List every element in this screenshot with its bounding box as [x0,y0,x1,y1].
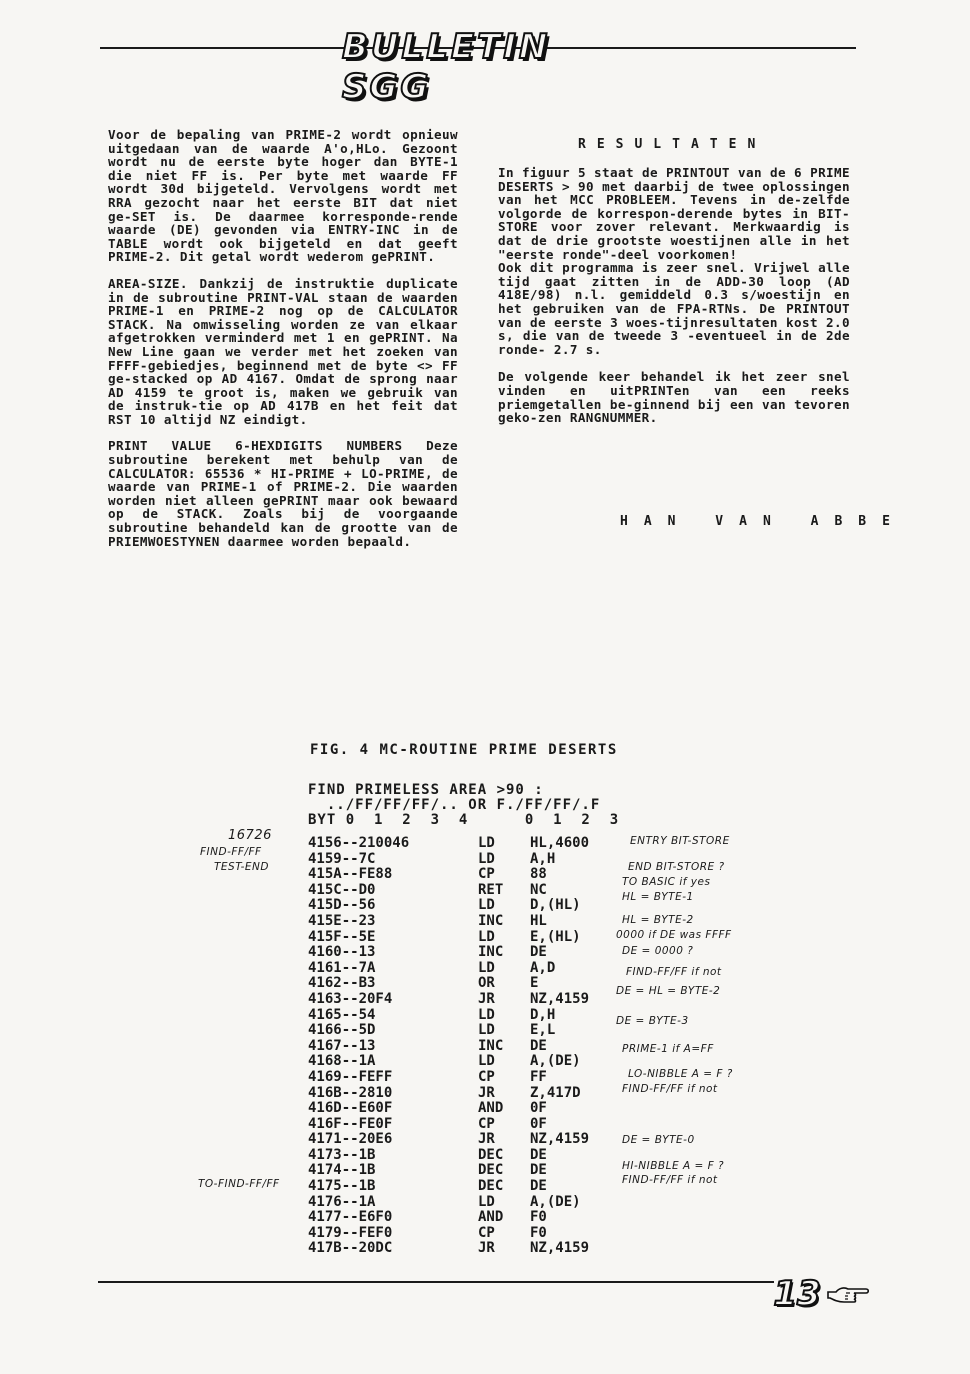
handwritten-note: HL = BYTE-1 [622,891,694,903]
left-column [108,127,466,561]
code-arg: NZ,4159 [530,1131,590,1148]
author-signature: HAN VAN ABBE [620,514,906,529]
code-line [308,1148,630,1164]
code-op: DEC [478,1178,504,1195]
code-line [308,945,630,961]
handwritten-note: FIND-FF/FF if not [626,966,722,978]
code-op: RET [478,881,504,898]
code-op: CP [478,1115,495,1132]
bottom-rule [98,1281,774,1283]
results-heading: RESULTATEN [578,137,767,152]
code-arg: Z,417D [530,1084,581,1101]
code-line [308,930,630,946]
code-arg: A,(DE) [530,1193,581,1210]
code-op: JR [478,990,495,1007]
code-op: CP [478,866,495,883]
handwritten-note: 0000 if DE was FFFF [616,929,732,941]
handwritten-note: PRIME-1 if A=FF [622,1043,714,1055]
code-arg: FF [530,1068,547,1085]
handwritten-note: FIND-FF/FF [200,846,262,858]
code-addr: 4177--E6F0 [308,1209,393,1226]
code-addr: 415A--FE88 [308,866,393,883]
handwritten-note: ENTRY BIT-STORE [630,835,730,847]
code-arg: DE [530,1146,547,1163]
code-line [308,1132,630,1148]
code-addr: 4159--7C [308,850,376,867]
code-addr: 4156--210046 [308,835,410,851]
code-arg: DE [530,944,547,961]
code-addr: 416D--E60F [308,1100,393,1117]
code-line [308,1023,630,1039]
left-paragraph: PRINT VALUE 6-HEXDIGITS NUMBERS Deze subroutine berekent met behulp van de CALCULATOR: 65536 * HI-PRIME + LO-PRIME, de waarde van PRIME-1 of PRIME-2. Die waarden worden niet alleen gePRINT maar ook bewaard op de STACK. Zoals bij de voorgaande subroutine behandeld kan de grootte van de PRIEMWOESTYNEN daarmee worden bepaald. [108,438,466,549]
code-arg: DE [530,1037,547,1054]
left-paragraph: Voor de bepaling van PRIME-2 wordt opnieuw uitgedaan van de waarde A'o,HLo. Gezoont wordt nu de eerste byte hoger dan BYTE-1 die niet FF is. Per byte met waarde FF wordt 30d bijgeteld. Vervolgens wordt met RRA gezocht naar het eerste BIT dat niet ge-SET is. De daarmee korresponde-rende waarde (DE) gevonden via ENTRY-INC in de TABLE wordt ook bijgeteld en dat geeft PRIME-2. Dit getal wordt wederom gePRINT. [108,127,466,265]
code-op: DEC [478,1146,504,1163]
handwritten-note: HI-NIBBLE A = F ? [622,1160,725,1172]
code-line [308,976,630,992]
code-addr: 4168--1A [308,1053,376,1070]
code-line [308,836,630,852]
handwritten-note: LO-NIBBLE A = F ? [628,1068,733,1080]
code-arg: F0 [530,1209,547,1226]
handwritten-note: 16726 [228,828,272,843]
code-op: LD [478,835,495,851]
right-paragraph: In figuur 5 staat de PRINTOUT van de 6 PRIME DESERTS > 90 met daarbij de twee oplossingen van het MCC PROBLEEM. Tevens in de-zelfde volgorde de korrespon-derende bytes in BIT-STORE voor zover relevant. Merkwaardig is dat de drie grootste woestijnen alle in het "eerste ronde"-deel voorkomen! Ook dit programma is zeer snel. Vrijwel alle tijd gaat zitten in de ADD-30 loop (AD 418E/98) n.l. gemiddeld 0.3 s/woestijn en het gebruiken van de FPA-RTNs. De PRINTOUT van de eerste 3 woes-tijnresultaten kost 2.0 s, die van de tweede 3 -eventueel in de 2de ronde- 2.7 s. [498,165,850,357]
code-op: INC [478,912,504,929]
code-op: OR [478,975,495,992]
code-addr: 415F--5E [308,928,376,945]
code-line [308,898,630,914]
page-number-badge [772,1272,822,1316]
code-listing [308,836,630,1257]
code-addr: 4173--1B [308,1146,376,1163]
code-line [308,867,630,883]
code-addr: 4176--1A [308,1193,376,1210]
code-line [308,1101,630,1117]
handwritten-note: DE = HL = BYTE-2 [616,985,721,997]
code-arg: NC [530,881,547,898]
code-line [308,883,630,899]
code-arg: 0F [530,1115,547,1132]
code-arg: F0 [530,1224,547,1241]
code-addr: 4161--7A [308,959,376,976]
handwritten-note: FIND-FF/FF if not [622,1174,718,1186]
code-line [308,1054,630,1070]
code-op: LD [478,1022,495,1039]
masthead-title: BULLETIN SGG [342,27,551,107]
code-line [308,1195,630,1211]
code-arg: D,H [530,1006,556,1023]
code-op: LD [478,1053,495,1070]
code-arg: HL,4600 [530,835,590,851]
handwritten-note: FIND-FF/FF if not [622,1083,718,1095]
masthead-logo [342,27,618,107]
code-addr: 415D--56 [308,897,376,914]
code-addr: 415C--D0 [308,881,376,898]
handwritten-note: DE = BYTE-0 [622,1134,695,1146]
code-addr: 4169--FEFF [308,1068,393,1085]
right-column [498,165,858,438]
left-paragraph: AREA-SIZE. Dankzij de instruktie duplicate in de subroutine PRINT-VAL staan de waarden PRIME-1 en PRIME-2 nog op de CALCULATOR STACK. Na omwisseling worden ze van elkaar afgetrokken verminderd met 1 en gePRINT. Na New Line gaan we verder met het zoeken van FFFF-gebiedjes, beginnend met de byte <> FF ge-stacked op AD 4167. Omdat de sprong naar AD 4159 te groot is, maken we gebruik van de instruk-tie op AD 417B en het feit dat RST 10 altijd NZ eindigt. [108,275,466,427]
code-addr: 4165--54 [308,1006,376,1023]
code-op: AND [478,1100,504,1117]
code-arg: NZ,4159 [530,1240,590,1257]
code-addr: 4174--1B [308,1162,376,1179]
code-op: JR [478,1240,495,1257]
code-arg: 88 [530,866,547,883]
figure-header: BYT 0 1 2 3 4 0 1 2 3 [308,812,620,828]
code-op: INC [478,944,504,961]
code-op: LD [478,1006,495,1023]
code-arg: E,L [530,1022,556,1039]
code-line [308,1008,630,1024]
code-arg: E [530,975,539,992]
code-addr: 417B--20DC [308,1240,393,1257]
code-line [308,1179,630,1195]
code-addr: 415E--23 [308,912,376,929]
code-line [308,1070,630,1086]
code-op: LD [478,897,495,914]
code-op: AND [478,1209,504,1226]
code-arg: DE [530,1162,547,1179]
handwritten-note: TO BASIC if yes [622,876,711,888]
code-op: LD [478,1193,495,1210]
code-arg: A,H [530,850,556,867]
code-arg: HL [530,912,547,929]
figure-header: FIND PRIMELESS AREA >90 : [308,782,544,798]
code-line [308,1226,630,1242]
code-addr: 4167--13 [308,1037,376,1054]
code-addr: 416B--2810 [308,1084,393,1101]
code-arg: NZ,4159 [530,990,590,1007]
code-line [308,852,630,868]
figure-title: FIG. 4 MC-ROUTINE PRIME DESERTS [310,742,618,758]
code-op: JR [478,1131,495,1148]
code-arg: A,(DE) [530,1053,581,1070]
code-addr: 4163--20F4 [308,990,393,1007]
code-line [308,1117,630,1133]
code-arg: A,D [530,959,556,976]
code-op: LD [478,959,495,976]
right-paragraph: De volgende keer behandel ik het zeer snel vinden en uitPRINTen van een reeks priemgetallen be-ginnend bij een van tevoren geko-zen RANGNUMMER. [498,369,858,426]
code-arg: D,(HL) [530,897,581,914]
code-op: CP [478,1068,495,1085]
code-arg: E,(HL) [530,928,581,945]
code-addr: 4171--20E6 [308,1131,393,1148]
code-addr: 4179--FEF0 [308,1224,393,1241]
code-op: INC [478,1037,504,1054]
figure-header: ../FF/FF/FF/.. OR F./FF/FF/.F [308,797,601,813]
code-line [308,1039,630,1055]
handwritten-note: DE = 0000 ? [622,945,694,957]
code-addr: 4162--B3 [308,975,376,992]
code-op: LD [478,928,495,945]
code-addr: 4175--1B [308,1178,376,1195]
code-op: DEC [478,1162,504,1179]
code-line [308,961,630,977]
code-arg: DE [530,1178,547,1195]
code-addr: 4160--13 [308,944,376,961]
code-line [308,1086,630,1102]
handwritten-note: DE = BYTE-3 [616,1015,689,1027]
code-op: CP [478,1224,495,1241]
handwritten-note: HL = BYTE-2 [622,914,694,926]
handwritten-note: END BIT-STORE ? [628,861,725,873]
pointing-hand-icon [826,1284,870,1306]
code-addr: 416F--FE0F [308,1115,393,1132]
code-arg: 0F [530,1100,547,1117]
handwritten-note: TEST-END [214,861,269,873]
code-line [308,1163,630,1179]
handwritten-note: TO-FIND-FF/FF [198,1178,280,1190]
code-op: JR [478,1084,495,1101]
page-number: 13 [773,1274,821,1314]
code-line [308,992,630,1008]
code-addr: 4166--5D [308,1022,376,1039]
code-op: LD [478,850,495,867]
code-line [308,1210,630,1226]
code-line [308,914,630,930]
code-line [308,1241,630,1257]
